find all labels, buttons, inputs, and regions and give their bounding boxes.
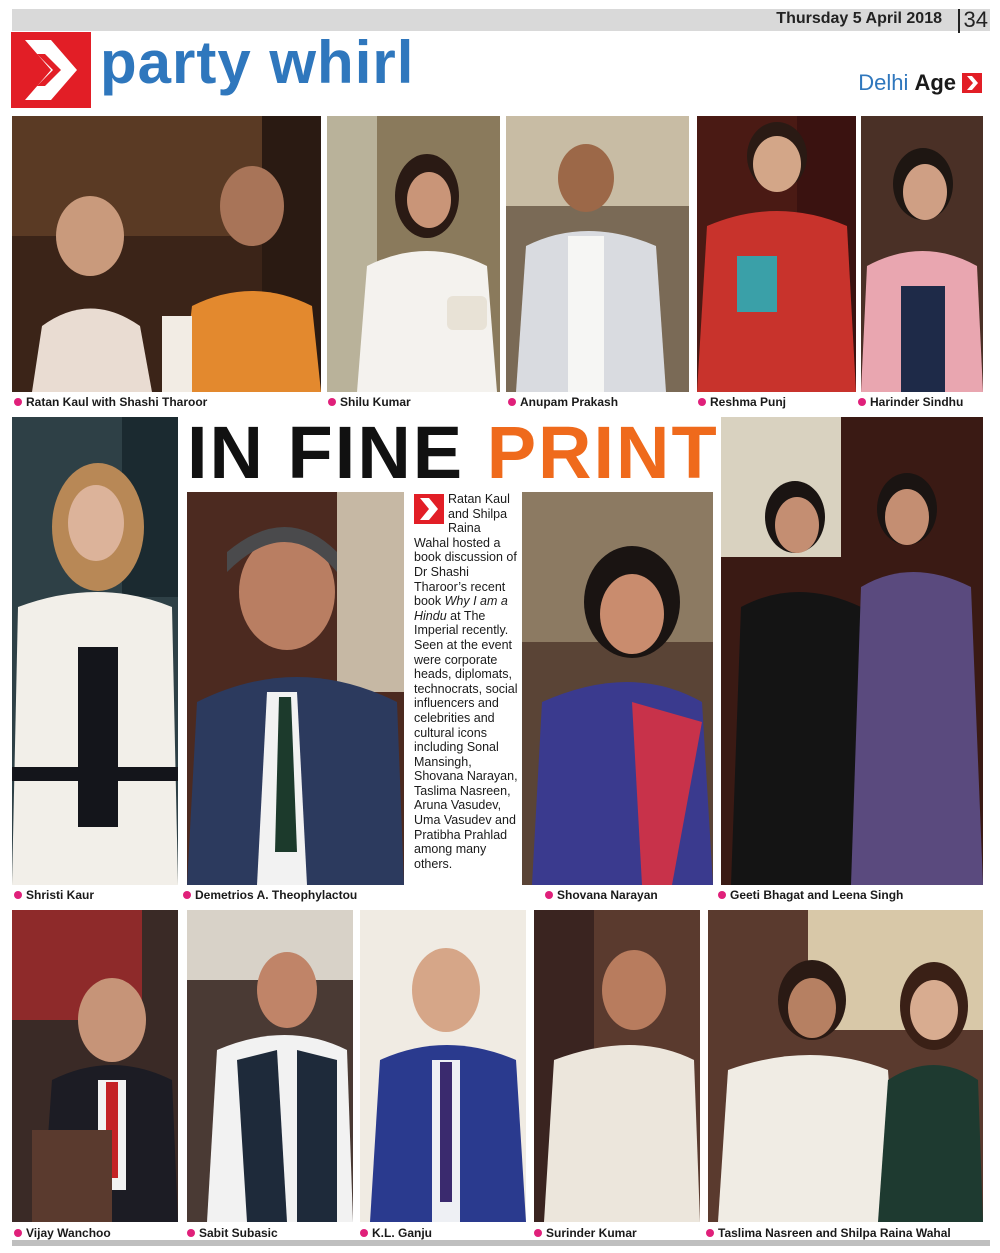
- caption-taslima-nasreen-shilpa-raina-wahal: [706, 1226, 951, 1240]
- caption-bullet-icon: [187, 1229, 195, 1237]
- caption-anupam-prakash: [508, 395, 618, 409]
- photo-taslima-nasreen-shilpa-raina-wahal: [708, 910, 983, 1222]
- caption-bullet-icon: [508, 398, 516, 406]
- story-body-rest: at The Imperial recently. Seen at the event were corporate heads, diplomats, technocrats, social influencers and celebrities and cultural icons including Sonal Mansingh, Shovana Narayan, Taslima Nasreen, Aruna Vasudev, Uma Vasudev and Pratibha Prahlad among many others.: [414, 608, 518, 871]
- photo-reshma-punj: [697, 116, 856, 392]
- section-title: party whirl: [100, 29, 415, 96]
- caption-text: Demetrios A. Theophylactou: [195, 888, 358, 902]
- photo-shovana-narayan: [522, 492, 713, 885]
- caption-bullet-icon: [698, 398, 706, 406]
- caption-bullet-icon: [14, 891, 22, 899]
- story-chevron-icon: [414, 494, 444, 524]
- caption-text: Vijay Wanchoo: [26, 1226, 111, 1240]
- caption-harinder-sindhu: [858, 395, 963, 409]
- photo-anupam-prakash: [506, 116, 689, 392]
- caption-text: Anupam Prakash: [520, 395, 619, 409]
- photo-kl-ganju: [360, 910, 526, 1222]
- caption-text: Shilu Kumar: [340, 395, 411, 409]
- caption-bullet-icon: [858, 398, 866, 406]
- caption-bullet-icon: [545, 891, 553, 899]
- caption-shovana-narayan: [545, 888, 658, 902]
- story-body: [414, 492, 518, 871]
- story-book-title: Why I am a Hindu: [414, 594, 508, 623]
- caption-bullet-icon: [183, 891, 191, 899]
- caption-text: K.L. Ganju: [372, 1226, 432, 1240]
- caption-ratan-kaul-shashi-tharoor: [14, 395, 207, 409]
- caption-text: Taslima Nasreen and Shilpa Raina Wahal: [718, 1226, 951, 1240]
- photo-surinder-kumar: [534, 910, 700, 1222]
- page-footer-rule: [12, 1240, 990, 1246]
- issue-date: Thursday 5 April 2018: [776, 10, 942, 27]
- section-chevron-logo: [11, 32, 91, 108]
- photo-shilu-kumar: [327, 116, 500, 392]
- photo-shristi-kaur: [12, 417, 178, 885]
- caption-bullet-icon: [14, 398, 22, 406]
- caption-demetrios-theophylactou: [183, 888, 357, 902]
- caption-reshma-punj: [698, 395, 786, 409]
- brand-chevron-icon: [962, 73, 982, 93]
- caption-shristi-kaur: [14, 888, 94, 902]
- caption-bullet-icon: [14, 1229, 22, 1237]
- photo-vijay-wanchoo: [12, 910, 178, 1222]
- story-body-lead: Ratan Kaul and Shilpa Raina Wahal hosted a book discussion of Dr Shashi Tharoor’s recent book: [414, 492, 517, 609]
- page-number: 34: [963, 7, 988, 32]
- caption-bullet-icon: [360, 1229, 368, 1237]
- headline-part-1: IN FINE: [187, 411, 465, 494]
- photo-geeti-bhagat-leena-singh: [721, 417, 983, 885]
- page-number-divider: [958, 9, 960, 33]
- caption-vijay-wanchoo: [14, 1226, 111, 1240]
- caption-surinder-kumar: [534, 1226, 637, 1240]
- caption-sabit-subasic: [187, 1226, 278, 1240]
- caption-text: Reshma Punj: [710, 395, 787, 409]
- caption-text: Ratan Kaul with Shashi Tharoor: [26, 395, 208, 409]
- caption-text: Shristi Kaur: [26, 888, 95, 902]
- caption-text: Surinder Kumar: [546, 1226, 637, 1240]
- photo-sabit-subasic: [187, 910, 353, 1222]
- caption-bullet-icon: [718, 891, 726, 899]
- brand-city: Delhi: [858, 70, 909, 95]
- photo-ratan-kaul-shashi-tharoor: [12, 116, 321, 392]
- photo-harinder-sindhu: [861, 116, 983, 392]
- masthead-brand: [858, 70, 982, 96]
- caption-text: Shovana Narayan: [557, 888, 658, 902]
- photo-demetrios-theophylactou: [187, 492, 404, 885]
- story-headline: [187, 410, 719, 495]
- caption-text: Sabit Subasic: [199, 1226, 278, 1240]
- brand-name: Age: [914, 70, 956, 95]
- caption-bullet-icon: [706, 1229, 714, 1237]
- caption-bullet-icon: [534, 1229, 542, 1237]
- caption-text: Geeti Bhagat and Leena Singh: [730, 888, 904, 902]
- caption-bullet-icon: [328, 398, 336, 406]
- headline-part-2: PRINT: [486, 411, 719, 494]
- caption-text: Harinder Sindhu: [870, 395, 964, 409]
- caption-kl-ganju: [360, 1226, 432, 1240]
- caption-shilu-kumar: [328, 395, 411, 409]
- caption-geeti-bhagat-leena-singh: [718, 888, 903, 902]
